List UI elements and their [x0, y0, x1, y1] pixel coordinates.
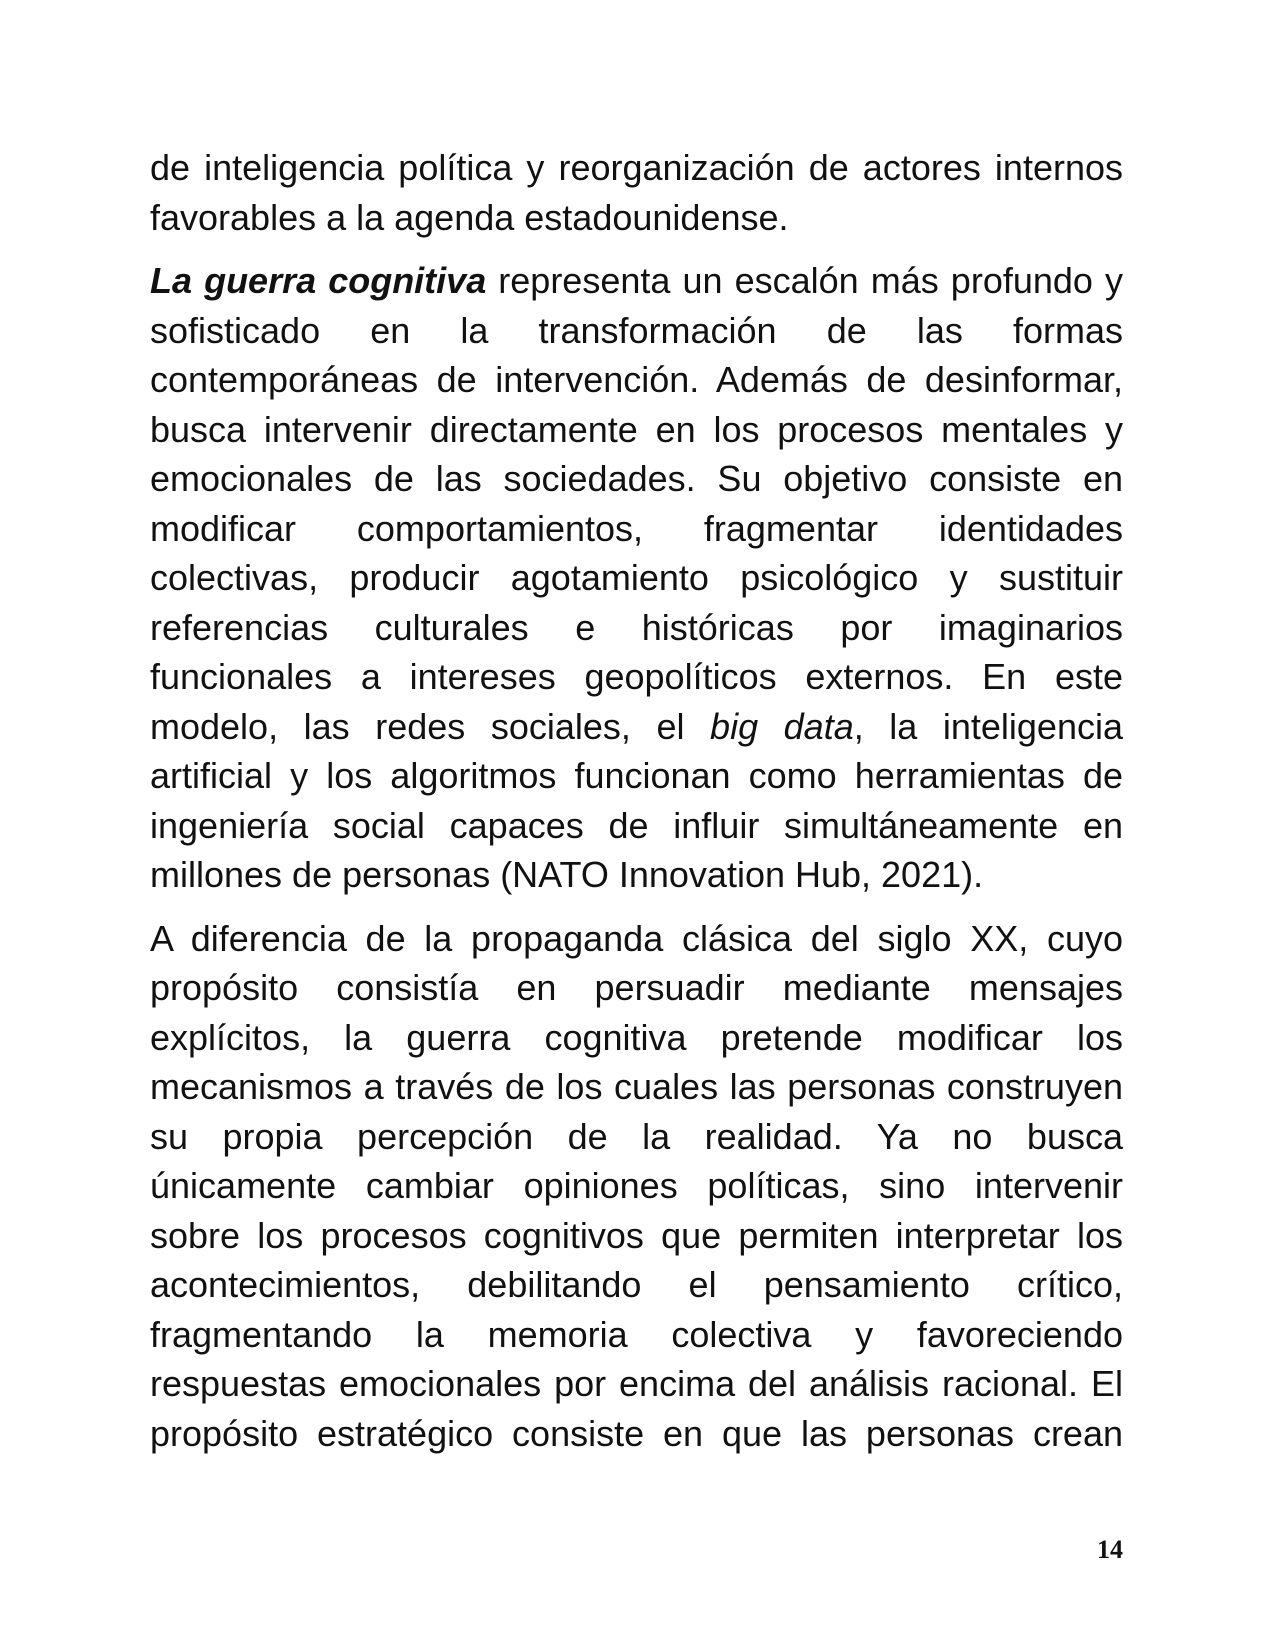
paragraph-2-text-b: , la inteligencia artificial y los algoritmos funcionan como herramientas de ingeniería social capaces de influir simultáneamente en millones de personas (NATO Innovation Hub, 2021).	[150, 705, 1123, 895]
paragraph-2	[150, 256, 1123, 900]
page-number: 14	[1097, 1535, 1123, 1564]
paragraph-1: de inteligencia política y reorganización de actores internos favorables a la agenda estadounidense.	[150, 147, 1123, 238]
paragraph-2-text-a: representa un escalón más profundo y sofisticado en la transformación de las formas contemporáneas de intervención. Además de desinformar, busca intervenir directamente en los procesos mentales y emocionales de las sociedades. Su objetivo consiste en modificar comportamientos, fragmentar identidades colectivas, producir agotamiento psicológico y sustituir referencias culturales e históricas por imaginarios funcionales a intereses geopolíticos externos. En este modelo, las redes sociales, el	[150, 260, 1123, 747]
body-text	[150, 143, 1123, 1472]
key-term: La guerra cognitiva	[150, 260, 487, 301]
paragraph-3: A diferencia de la propaganda clásica del siglo XX, cuyo propósito consistía en persuadir mediante mensajes explícitos, la guerra cognitiva pretende modificar los mecanismos a través de los cuales las personas construyen su propia percepción de la realidad. Ya no busca únicamente cambiar opiniones políticas, sino intervenir sobre los procesos cognitivos que permiten interpretar los acontecimientos, debilitando el pensamiento crítico, fragmentando la memoria colectiva y favoreciendo respuestas emocionales por encima del análisis racional. El propósito estratégico consiste en que las personas crean	[150, 917, 1123, 1454]
italic-term: big data	[710, 705, 854, 747]
